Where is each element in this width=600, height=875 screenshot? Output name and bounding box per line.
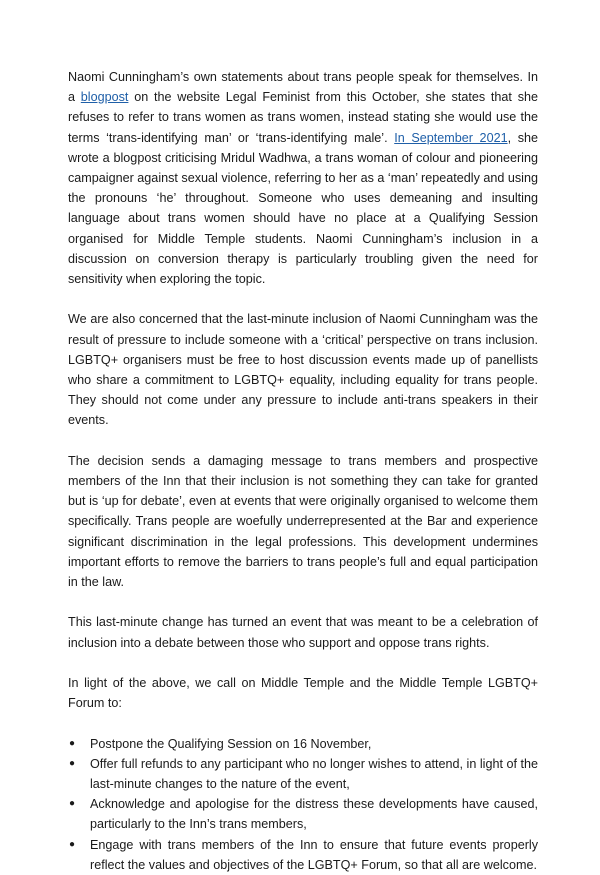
paragraph-cunningham-statements [68, 67, 538, 289]
list-item-text: Acknowledge and apologise for the distress these developments have caused, particularly to the Inn’s trans members, [90, 797, 538, 832]
blogpost-link[interactable]: blogpost [80, 90, 129, 105]
paragraph-text: , she wrote a blogpost criticising Mridul Wadhwa, a trans woman of colour and pioneering campaigner against sexual violence, referring to her as a ‘man’ repeatedly and using the pronouns ‘he’ throughout. Someone who uses demeaning and insulting language about trans women should have no place at a Qualifying Session organised for Middle Temple students. Naomi Cunningham’s inclusion in a discussion on conversion therapy is particularly troubling given the need for sensitivity when exploring the topic. [68, 130, 538, 287]
list-item-text: Engage with trans members of the Inn to ensure that future events properly reflect the values and objectives of the LGBTQ+ Forum, so that all are welcome. [90, 837, 538, 872]
paragraph-pressure-concern: We are also concerned that the last-minute inclusion of Naomi Cunningham was the result of pressure to include someone with a ‘critical’ perspective on trans inclusion. LGBTQ+ organisers must be free to host discussion events made up of panellists who share a commitment to LGBTQ+ equality, including equality for trans people. They should not come under any pressure to include anti-trans speakers in their events. [68, 312, 538, 428]
bullet-icon: ● [69, 798, 76, 810]
paragraph-text: on the website Legal Feminist from this October, she states that she refuses to refer to trans women as trans women, instead stating she would use the terms ‘trans-identifying man’ or ‘trans-identifying male’. [68, 90, 538, 145]
bullet-icon: ● [69, 838, 76, 850]
paragraph-text: Naomi Cunningham’s own statements about trans people speak for themselves. In a [68, 70, 538, 105]
list-item [68, 835, 538, 875]
list-item-text: Offer full refunds to any participant who no longer wishes to attend, in light of the last-minute changes to the nature of the event, [90, 756, 538, 792]
bullet-icon: ● [69, 737, 76, 749]
september-2021-link[interactable]: In September 2021 [394, 130, 508, 145]
list-item [68, 754, 538, 794]
list-item-text: Postpone the Qualifying Session on 16 November, [90, 736, 372, 751]
bullet-icon: ● [69, 757, 76, 769]
document-page [68, 67, 538, 875]
list-item [68, 734, 538, 754]
demands-list [68, 734, 538, 875]
paragraph-last-minute-change: This last-minute change has turned an event that was meant to be a celebration of inclusion into a debate between those who support and oppose trans rights. [68, 615, 538, 650]
paragraph-call-to-action: In light of the above, we call on Middle Temple and the Middle Temple LGBTQ+ Forum to: [68, 676, 538, 711]
paragraph-damaging-message: The decision sends a damaging message to trans members and prospective members of the Inn that their inclusion is not something they can take for granted but is ‘up for debate’, even at events that were originally organised to welcome them specifically. Trans people are woefully underrepresented at the Bar and experience significant discrimination in the legal professions. This development undermines important efforts to remove the barriers to trans people’s full and equal participation in the law. [68, 453, 538, 590]
list-item [68, 794, 538, 834]
